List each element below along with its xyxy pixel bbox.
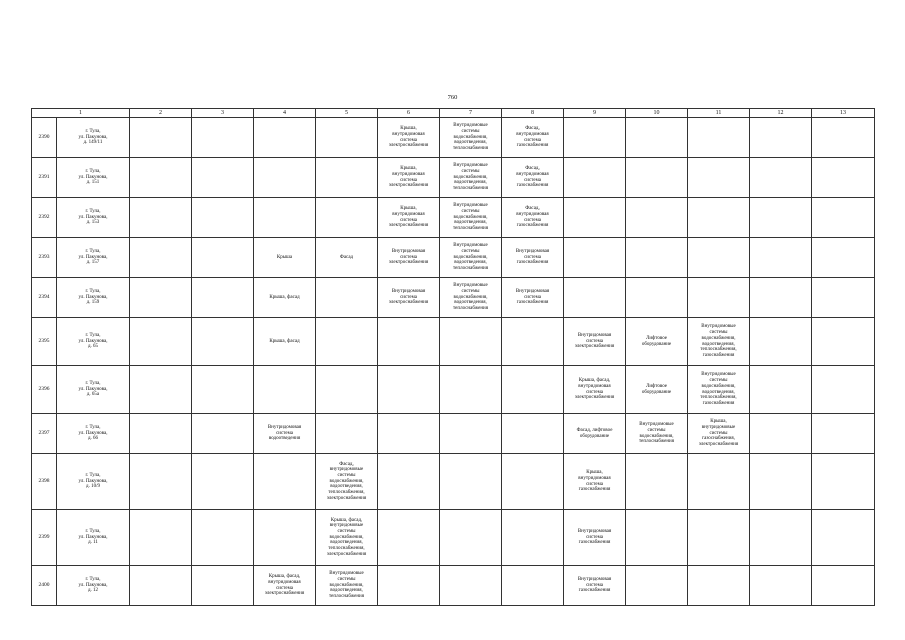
- work-cell-col-12: [750, 454, 812, 510]
- work-cell-col-9: [564, 118, 626, 158]
- work-cell-col-9: Внутридомовая система газоснабжения: [564, 566, 626, 606]
- work-cell-col-4: Крыша: [254, 238, 316, 278]
- work-cell-col-5: [316, 118, 378, 158]
- row-number: 2398: [32, 454, 57, 510]
- work-cell-col-10: [626, 118, 688, 158]
- work-cell-col-4: Внутридомовая система водоотведения: [254, 414, 316, 454]
- column-number-5: 5: [316, 109, 378, 118]
- address-cell: г. Тула, ул. Пакунова, д. 159: [57, 278, 130, 318]
- work-cell-col-13: [812, 414, 875, 454]
- work-cell-col-6: Крыша, внутридомовая система электроснабжения: [378, 198, 440, 238]
- work-cell-col-13: [812, 118, 875, 158]
- work-cell-col-5: [316, 278, 378, 318]
- work-cell-col-11: Внутридомовые системы водоснабжения, водоотведения, теплоснабжения, газоснабжения: [688, 366, 750, 414]
- work-cell-col-9: Фасад, лифтовое оборудование: [564, 414, 626, 454]
- work-cell-col-4: Крыша, фасад, внутридомовая система электроснабжения: [254, 566, 316, 606]
- work-cell-col-8: Фасад, внутридомовая система газоснабжения: [502, 198, 564, 238]
- work-cell-col-6: [378, 414, 440, 454]
- table-row: [32, 278, 875, 318]
- work-cell-col-2: [130, 414, 192, 454]
- work-cell-col-3: [192, 158, 254, 198]
- work-cell-col-7: [440, 454, 502, 510]
- work-cell-col-5: Крыша, фасад, внутридомовые системы водоснабжения, водоотведения, теплоснабжения, электроснабжения: [316, 510, 378, 566]
- work-cell-col-9: [564, 278, 626, 318]
- work-cell-col-13: [812, 198, 875, 238]
- work-cell-col-13: [812, 454, 875, 510]
- address-cell: г. Тула, ул. Пакунова, д. 11: [57, 510, 130, 566]
- work-cell-col-3: [192, 566, 254, 606]
- work-cell-col-12: [750, 278, 812, 318]
- work-cell-col-6: [378, 566, 440, 606]
- work-cell-col-10: [626, 158, 688, 198]
- work-cell-col-13: [812, 278, 875, 318]
- work-cell-col-11: Внутридомовые системы водоснабжения, водоотведения, теплоснабжения, газоснабжения: [688, 318, 750, 366]
- work-cell-col-7: Внутридомовые системы водоснабжения, водоотведения, теплоснабжения: [440, 278, 502, 318]
- work-cell-col-5: [316, 414, 378, 454]
- work-cell-col-11: [688, 566, 750, 606]
- work-cell-col-9: Внутридомовая система газоснабжения: [564, 510, 626, 566]
- work-cell-col-3: [192, 198, 254, 238]
- work-cell-col-2: [130, 510, 192, 566]
- work-cell-col-12: [750, 118, 812, 158]
- work-cell-col-9: [564, 158, 626, 198]
- work-cell-col-13: [812, 366, 875, 414]
- work-cell-col-12: [750, 566, 812, 606]
- row-number: 2397: [32, 414, 57, 454]
- work-cell-col-11: [688, 510, 750, 566]
- table-row: [32, 238, 875, 278]
- work-cell-col-9: Крыша, фасад, внутридомовая система электроснабжения: [564, 366, 626, 414]
- work-cell-col-12: [750, 318, 812, 366]
- work-cell-col-11: Крыша, внутридомовые системы газоснабжения, электроснабжения: [688, 414, 750, 454]
- work-cell-col-6: [378, 454, 440, 510]
- work-cell-col-6: Внутридомовая система электроснабжения: [378, 278, 440, 318]
- table-row: [32, 414, 875, 454]
- address-cell: г. Тула, ул. Пакунова, д. 153: [57, 198, 130, 238]
- work-cell-col-12: [750, 510, 812, 566]
- work-cell-col-8: Внутридомовая система газоснабжения: [502, 278, 564, 318]
- work-cell-col-4: [254, 158, 316, 198]
- work-cell-col-10: [626, 454, 688, 510]
- work-cell-col-6: Внутридомовая система электроснабжения: [378, 238, 440, 278]
- column-number-4: 4: [254, 109, 316, 118]
- address-cell: г. Тула, ул. Пакунова, д. 65: [57, 318, 130, 366]
- column-number-11: 11: [688, 109, 750, 118]
- address-cell: г. Тула, ул. Пакунова, д. 66: [57, 414, 130, 454]
- table-row: [32, 198, 875, 238]
- work-cell-col-3: [192, 414, 254, 454]
- work-cell-col-9: [564, 238, 626, 278]
- work-cell-col-5: [316, 198, 378, 238]
- column-number-3: 3: [192, 109, 254, 118]
- column-number-10: 10: [626, 109, 688, 118]
- work-cell-col-3: [192, 366, 254, 414]
- work-cell-col-10: [626, 238, 688, 278]
- work-cell-col-4: [254, 198, 316, 238]
- page-number: 760: [447, 94, 458, 101]
- address-cell: г. Тула, ул. Пакунова, д. 149/11: [57, 118, 130, 158]
- address-cell: г. Тула, ул. Пакунова, д. 157: [57, 238, 130, 278]
- work-cell-col-5: [316, 366, 378, 414]
- work-cell-col-11: [688, 278, 750, 318]
- work-cell-col-8: [502, 510, 564, 566]
- work-cell-col-2: [130, 366, 192, 414]
- work-cell-col-9: Внутридомовая система электроснабжения: [564, 318, 626, 366]
- work-cell-col-5: [316, 318, 378, 366]
- column-number-2: 2: [130, 109, 192, 118]
- column-number-13: 13: [812, 109, 875, 118]
- table-row: [32, 118, 875, 158]
- work-cell-col-7: [440, 510, 502, 566]
- table-row: [32, 566, 875, 606]
- work-cell-col-7: [440, 566, 502, 606]
- header-row: [32, 109, 875, 118]
- work-cell-col-7: [440, 318, 502, 366]
- work-cell-col-10: Лифтовое оборудование: [626, 318, 688, 366]
- work-cell-col-9: Крыша, внутридомовая система газоснабжения: [564, 454, 626, 510]
- work-cell-col-2: [130, 278, 192, 318]
- work-cell-col-8: Фасад, внутридомовая система газоснабжения: [502, 158, 564, 198]
- work-cell-col-10: [626, 510, 688, 566]
- work-cell-col-13: [812, 238, 875, 278]
- work-cell-col-6: Крыша, внутридомовая система электроснабжения: [378, 118, 440, 158]
- work-cell-col-13: [812, 510, 875, 566]
- work-cell-col-13: [812, 318, 875, 366]
- work-cell-col-3: [192, 118, 254, 158]
- work-cell-col-12: [750, 158, 812, 198]
- work-cell-col-6: [378, 510, 440, 566]
- work-cell-col-6: [378, 366, 440, 414]
- row-number: 2395: [32, 318, 57, 366]
- row-number: 2393: [32, 238, 57, 278]
- work-cell-col-11: [688, 158, 750, 198]
- column-number-1: 1: [32, 109, 130, 118]
- table-row: [32, 454, 875, 510]
- work-cell-col-8: [502, 366, 564, 414]
- column-number-12: 12: [750, 109, 812, 118]
- work-cell-col-2: [130, 158, 192, 198]
- work-cell-col-12: [750, 198, 812, 238]
- address-cell: г. Тула, ул. Пакунова, д. 65а: [57, 366, 130, 414]
- work-cell-col-4: Крыша, фасад: [254, 318, 316, 366]
- row-number: 2391: [32, 158, 57, 198]
- work-cell-col-2: [130, 238, 192, 278]
- row-number: 2396: [32, 366, 57, 414]
- work-cell-col-3: [192, 318, 254, 366]
- work-cell-col-7: [440, 366, 502, 414]
- address-cell: г. Тула, ул. Пакунова, д. 12: [57, 566, 130, 606]
- work-cell-col-3: [192, 510, 254, 566]
- work-cell-col-8: [502, 318, 564, 366]
- column-number-8: 8: [502, 109, 564, 118]
- column-number-6: 6: [378, 109, 440, 118]
- row-number: 2394: [32, 278, 57, 318]
- column-number-9: 9: [564, 109, 626, 118]
- work-cell-col-10: Внутридомовые системы водоснабжения, теплоснабжения: [626, 414, 688, 454]
- work-cell-col-11: [688, 118, 750, 158]
- work-cell-col-8: Фасад, внутридомовая система газоснабжения: [502, 118, 564, 158]
- work-cell-col-2: [130, 318, 192, 366]
- work-cell-col-7: Внутридомовые системы водоснабжения, водоотведения, теплоснабжения: [440, 238, 502, 278]
- row-number: 2390: [32, 118, 57, 158]
- work-cell-col-11: [688, 198, 750, 238]
- work-cell-col-10: Лифтовое оборудование: [626, 366, 688, 414]
- row-number: 2400: [32, 566, 57, 606]
- work-cell-col-5: Фасад, внутридомовые системы водоснабжения, водоотведения, теплоснабжения, электроснабжения: [316, 454, 378, 510]
- work-cell-col-7: Внутридомовые системы водоснабжения, водоотведения, теплоснабжения: [440, 158, 502, 198]
- work-cell-col-13: [812, 158, 875, 198]
- work-cell-col-8: [502, 414, 564, 454]
- address-cell: г. Тула, ул. Пакунова, д. 151: [57, 158, 130, 198]
- work-cell-col-6: Крыша, внутридомовая система электроснабжения: [378, 158, 440, 198]
- work-cell-col-12: [750, 414, 812, 454]
- work-cell-col-10: [626, 278, 688, 318]
- work-cell-col-8: [502, 454, 564, 510]
- work-cell-col-7: Внутридомовые системы водоснабжения, водоотведения, теплоснабжения: [440, 198, 502, 238]
- table-row: [32, 366, 875, 414]
- work-cell-col-7: [440, 414, 502, 454]
- row-number: 2399: [32, 510, 57, 566]
- work-cell-col-5: [316, 158, 378, 198]
- work-cell-col-2: [130, 198, 192, 238]
- work-cell-col-5: Фасад: [316, 238, 378, 278]
- table-row: [32, 158, 875, 198]
- work-cell-col-4: [254, 366, 316, 414]
- work-cell-col-11: [688, 454, 750, 510]
- address-cell: г. Тула, ул. Пакунова, д. 10/9: [57, 454, 130, 510]
- table-row: [32, 318, 875, 366]
- work-cell-col-3: [192, 238, 254, 278]
- work-cell-col-3: [192, 278, 254, 318]
- work-cell-col-3: [192, 454, 254, 510]
- column-number-7: 7: [440, 109, 502, 118]
- work-cell-col-10: [626, 566, 688, 606]
- work-cell-col-13: [812, 566, 875, 606]
- work-cell-col-2: [130, 118, 192, 158]
- work-cell-col-4: [254, 454, 316, 510]
- work-cell-col-4: Крыша, фасад: [254, 278, 316, 318]
- work-cell-col-4: [254, 510, 316, 566]
- work-cell-col-2: [130, 454, 192, 510]
- work-cell-col-9: [564, 198, 626, 238]
- capital-repair-table: [31, 108, 875, 606]
- work-cell-col-11: [688, 238, 750, 278]
- table-row: [32, 510, 875, 566]
- work-cell-col-12: [750, 366, 812, 414]
- work-cell-col-2: [130, 566, 192, 606]
- work-cell-col-4: [254, 118, 316, 158]
- work-cell-col-10: [626, 198, 688, 238]
- work-cell-col-8: Внутридомовая система газоснабжения: [502, 238, 564, 278]
- table-body: [32, 109, 875, 606]
- work-cell-col-7: Внутридомовые системы водоснабжения, водоотведения, теплоснабжения: [440, 118, 502, 158]
- work-cell-col-8: [502, 566, 564, 606]
- work-cell-col-12: [750, 238, 812, 278]
- work-cell-col-5: Внутридомовые системы водоснабжения, водоотведения, теплоснабжения: [316, 566, 378, 606]
- row-number: 2392: [32, 198, 57, 238]
- work-cell-col-6: [378, 318, 440, 366]
